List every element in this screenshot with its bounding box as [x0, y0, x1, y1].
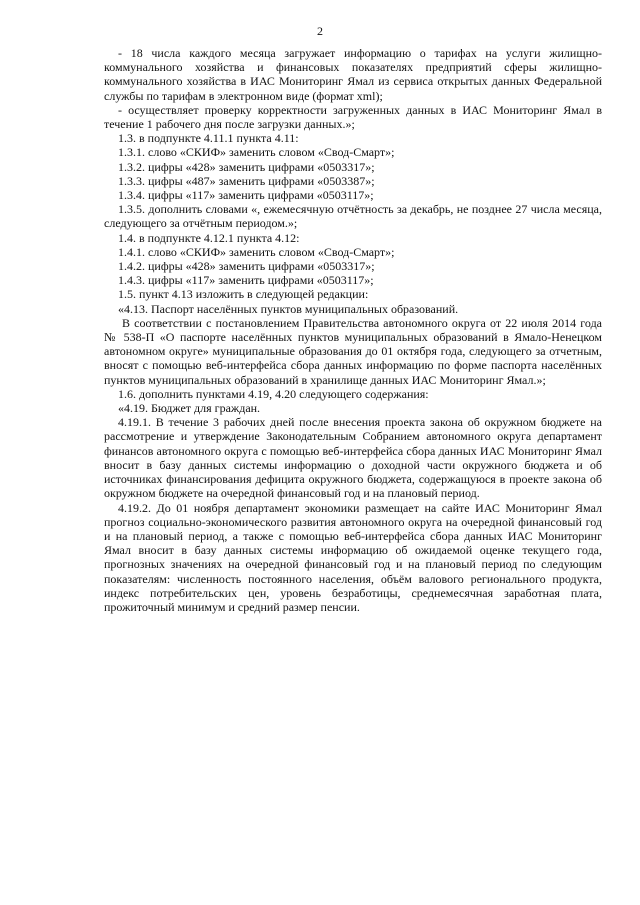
- page-number: 2: [317, 24, 323, 38]
- paragraph: - осуществляет проверку корректности загруженных данных в ИАС Мониторинг Ямал в течение 1 рабочего дня после загрузки данных.»;: [104, 102, 602, 132]
- paragraph: 1.3.1. слово «СКИФ» заменить словом «Свод-Смарт»;: [118, 145, 395, 160]
- document-body: [104, 46, 602, 614]
- paragraph: 1.3. в подпункте 4.11.1 пункта 4.11:: [118, 131, 299, 146]
- paragraph: В соответствии с постановлением Правительства автономного округа от 22 июля 2014 года № 538-П «О паспорте населённых пунктов муниципальных образований в Ямало-Ненецком автономном округе» муниципальные образования до 01 октября года, следующего за отчетным, вносят с помощью веб-интерфейса сбора данных информацию по форме паспорта населённых пунктов муниципальных образований в хранилище данных ИАС Мониторинг Ямал.»;: [104, 315, 602, 387]
- paragraph: 1.3.3. цифры «487» заменить цифрами «0503387»;: [118, 173, 375, 188]
- paragraph: 1.3.2. цифры «428» заменить цифрами «0503317»;: [118, 159, 375, 174]
- paragraph: 1.4.1. слово «СКИФ» заменить словом «Свод-Смарт»;: [118, 244, 395, 259]
- paragraph: 1.4. в подпункте 4.12.1 пункта 4.12:: [118, 230, 300, 245]
- paragraph: 1.6. дополнить пунктами 4.19, 4.20 следующего содержания:: [118, 386, 429, 401]
- paragraph: 1.3.5. дополнить словами «, ежемесячную отчётность за декабрь, не позднее 27 числа месяца, следующего за отчётным периодом.»;: [104, 202, 602, 231]
- paragraph: - 18 числа каждого месяца загружает информацию о тарифах на услуги жилищно-коммунального хозяйства и финансовых показателях предприятий сферы жилищно-коммунального хозяйства в ИАС Мониторинг Ямал из сервиса открытых данных Федеральной службы по тарифам в электронном виде (формат xml);: [104, 46, 602, 103]
- paragraph: «4.13. Паспорт населённых пунктов муниципальных образований.: [118, 301, 459, 316]
- paragraph: 1.4.2. цифры «428» заменить цифрами «0503317»;: [118, 259, 375, 274]
- paragraph: 4.19.2. До 01 ноября департамент экономики размещает на сайте ИАС Мониторинг Ямал прогноз социально-экономического развития автономного округа на очередной финансовый год и на плановый период, а также с помощью веб-интерфейса сбора данных ИАС Мониторинг Ямал вносит в базу данных системы информацию об ожидаемой оценке текущего года, прогнозных значениях на очередной финансовый год и на плановый период по следующим показателям: численность постоянного населения, объём валового регионального продукта, индекс потребительских цен, уровень безработицы, среднемесячная заработная плата, прожиточный минимум и средний размер пенсии.: [104, 500, 602, 614]
- paragraph: 1.3.4. цифры «117» заменить цифрами «0503117»;: [118, 188, 374, 203]
- paragraph: 1.4.3. цифры «117» заменить цифрами «0503117»;: [118, 273, 374, 288]
- paragraph: 4.19.1. В течение 3 рабочих дней после внесения проекта закона об окружном бюджете на рассмотрение и утверждение Законодательным Собранием автономного округа департамент финансов автономного округа с помощью веб-интерфейса сбора данных ИАС Мониторинг Ямал вносит в базу данных системы информацию о доходной части окружного бюджета и об источниках финансирования дефицита окружного бюджета, содержащуюся в проекте закона об окружном бюджете на очередной финансовый год и на плановый период.: [104, 415, 602, 501]
- paragraph: «4.19. Бюджет для граждан.: [118, 401, 261, 416]
- paragraph: 1.5. пункт 4.13 изложить в следующей редакции:: [118, 287, 369, 302]
